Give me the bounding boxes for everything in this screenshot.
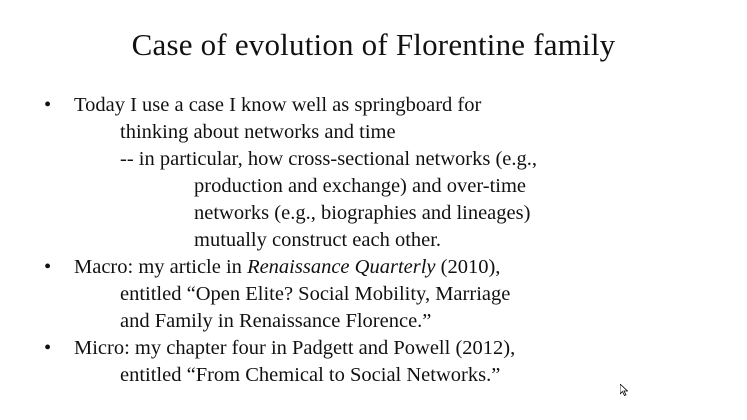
slide-title: Case of evolution of Florentine family <box>131 27 616 62</box>
bullet-line: entitled “From Chemical to Social Networks.” <box>120 364 501 386</box>
mouse-pointer-icon <box>620 384 628 396</box>
bullet-item-today <box>40 92 730 254</box>
bullet-item-macro <box>40 254 730 335</box>
sub-bullet-line: mutually construct each other. <box>194 229 442 251</box>
macro-tail-text: (2010), <box>435 256 501 278</box>
bullet-line: thinking about networks and time <box>120 121 396 143</box>
bullet-line-macro <box>74 254 730 281</box>
bullet-item-micro <box>40 335 730 389</box>
bullet-list <box>40 92 730 389</box>
bullet-dot-icon: • <box>44 337 52 359</box>
bullet-line: entitled “Open Elite? Social Mobility, Marriage <box>120 283 511 305</box>
bullet-line: Micro: my chapter four in Padgett and Powell (2012), <box>74 337 516 359</box>
bullet-dot-icon: • <box>44 94 52 116</box>
bullet-line: and Family in Renaissance Florence.” <box>120 310 432 332</box>
bullet-line: Today I use a case I know well as springboard for <box>74 94 482 116</box>
sub-bullet-line: -- in particular, how cross-sectional networks (e.g., <box>120 148 538 170</box>
sub-bullet <box>74 146 730 254</box>
journal-title: Renaissance Quarterly <box>247 256 436 278</box>
sub-bullet-line: networks (e.g., biographies and lineages) <box>194 202 531 224</box>
sub-bullet-line: production and exchange) and over-time <box>194 175 527 197</box>
macro-lead-text: Macro: my article in <box>74 256 248 278</box>
bullet-dot-icon: • <box>44 256 52 278</box>
